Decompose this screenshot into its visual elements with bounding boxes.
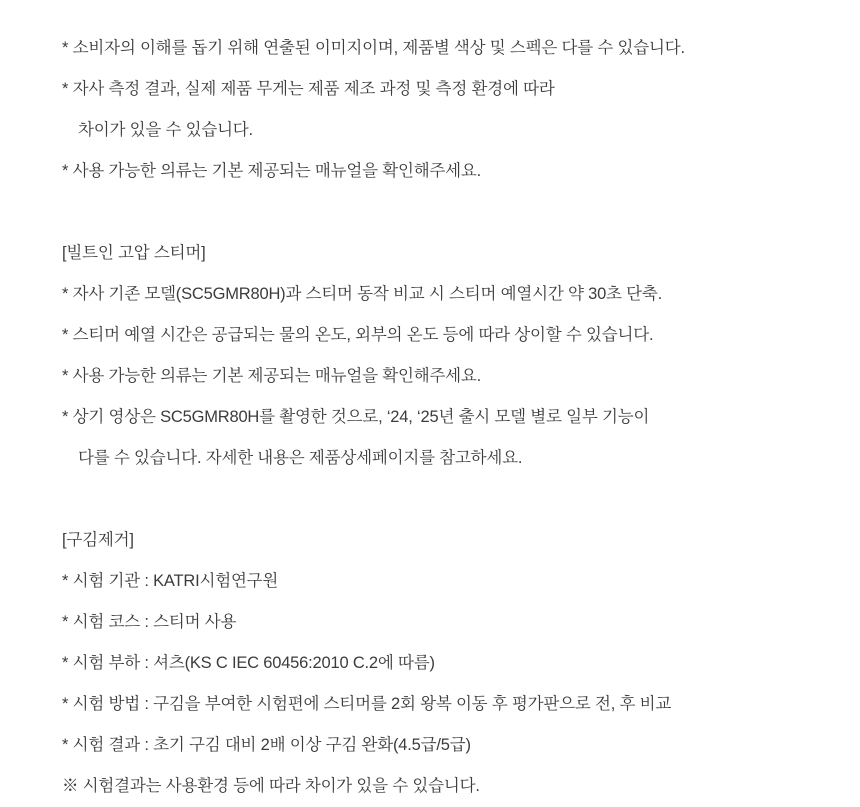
disclaimer-line: * 사용 가능한 의류는 기본 제공되는 매뉴얼을 확인해주세요. (62, 367, 482, 385)
spacer-line (62, 479, 820, 520)
disclaimer-line: * 자사 측정 결과, 실제 제품 무게는 제품 제조 과정 및 측정 환경에 따라 (62, 80, 555, 98)
disclaimer-line: * 자사 기존 모델(SC5GMR80H)과 스티머 동작 비교 시 스티머 예열시간 약 30초 단축. (62, 285, 663, 303)
test-load-line: * 시험 부하 : 셔츠(KS C IEC 60456:2010 C.2에 따름) (62, 654, 435, 672)
spacer-line (62, 192, 820, 233)
disclaimer-line: * 스티머 예열 시간은 공급되는 물의 온도, 외부의 온도 등에 따라 상이할 수 있습니다. (62, 326, 654, 344)
disclaimer-line-continued: 다를 수 있습니다. 자세한 내용은 제품상세페이지를 참고하세요. (78, 449, 523, 467)
test-course-line: * 시험 코스 : 스티머 사용 (62, 613, 237, 631)
disclaimer-line-continued: 차이가 있을 수 있습니다. (78, 121, 253, 139)
disclaimer-line: * 소비자의 이해를 돕기 위해 연출된 이미지이며, 제품별 색상 및 스펙은 다를 수 있습니다. (62, 39, 685, 57)
disclaimer-line: * 상기 영상은 SC5GMR80H를 촬영한 것으로, ‘24, ‘25년 출시 모델 별로 일부 기능이 (62, 408, 650, 426)
section-heading-wrinkle-removal: [구김제거] (62, 531, 134, 549)
test-method-line: * 시험 방법 : 구김을 부여한 시험편에 스티머를 2회 왕복 이동 후 평가판으로 전, 후 비교 (62, 695, 672, 713)
test-note-line: ※ 시험결과는 사용환경 등에 따라 차이가 있을 수 있습니다. (62, 777, 480, 795)
test-result-line: * 시험 결과 : 초기 구김 대비 2배 이상 구김 완화(4.5급/5급) (62, 736, 471, 754)
section-heading-steamer: [빌트인 고압 스티머] (62, 244, 206, 262)
test-institution-line: * 시험 기관 : KATRI시험연구원 (62, 572, 279, 590)
disclaimer-line: * 사용 가능한 의류는 기본 제공되는 매뉴얼을 확인해주세요. (62, 162, 482, 180)
